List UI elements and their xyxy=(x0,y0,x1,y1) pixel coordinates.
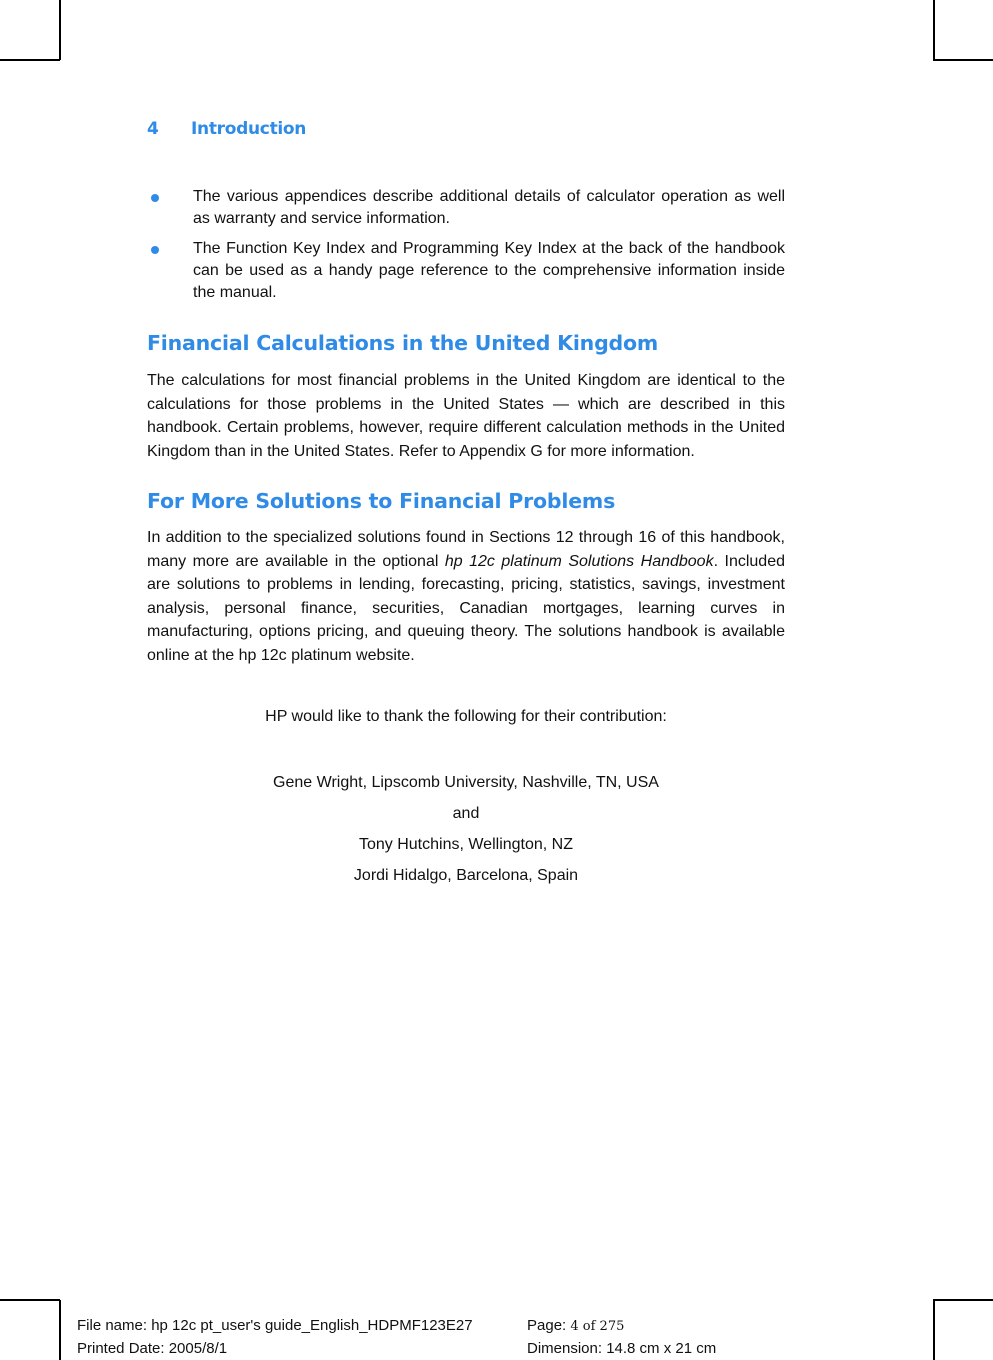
bullet-text: The various appendices describe additional details of calculator operation as well as warranty and service information. xyxy=(193,188,785,227)
footer-file-name: File name: hp 12c pt_user's guide_English_HDPMF123E27 xyxy=(77,1317,473,1334)
crop-mark-top-right-v xyxy=(933,0,935,60)
section-heading-more-solutions: For More Solutions to Financial Problems xyxy=(147,489,616,513)
chapter-title: Introduction xyxy=(191,119,307,139)
crop-mark-bottom-left-v xyxy=(59,1300,61,1360)
print-footer xyxy=(77,1314,797,1360)
bullet-icon xyxy=(151,246,159,254)
section-body-more-solutions xyxy=(147,526,785,667)
section-body-uk: The calculations for most financial problems in the United Kingdom are identical to the calculations for those problems in the United States — which are described in this handbook. Certain problems, however, require different calculation methods in the United Kingdom than in the United States. Refer to Appendix G for more information. xyxy=(147,372,785,460)
credits-list xyxy=(147,767,785,891)
running-head xyxy=(147,119,306,139)
footer-page-label: Page: xyxy=(527,1317,571,1334)
page-content xyxy=(147,186,785,891)
credit-line: and xyxy=(452,804,480,822)
bullet-list xyxy=(147,186,785,304)
crop-mark-top-left-v xyxy=(59,0,61,60)
crop-mark-top-right-h xyxy=(933,59,993,61)
bullet-text: The Function Key Index and Programming Key Index at the back of the handbook can be used as a handy page reference to the comprehensive information inside the manual. xyxy=(193,240,785,301)
footer-page xyxy=(527,1314,624,1338)
handbook-title: hp 12c platinum Solutions Handbook xyxy=(444,552,714,570)
footer-page-value: 4 of 275 xyxy=(570,1319,625,1334)
footer-printed-date: Printed Date: 2005/8/1 xyxy=(77,1340,228,1357)
credit-line: Tony Hutchins, Wellington, NZ xyxy=(358,835,573,853)
body-text-start: In addition to the specialized solutions found in Sections 12 through 16 of this handbook, many more are available in the optional xyxy=(147,529,785,570)
bullet-icon xyxy=(151,194,159,202)
body-text-end: . Included are solutions to problems in lending, forecasting, pricing, statistics, savings, investment analysis, personal finance, securities, Canadian mortgages, learning curves in manufacturing, options pricing, and queuing theory. The solutions handbook is available online at the hp 12c platinum website. xyxy=(147,552,785,664)
page-number: 4 xyxy=(147,119,159,139)
section-heading-uk: Financial Calculations in the United Kingdom xyxy=(147,331,659,355)
list-item xyxy=(147,186,785,230)
thanks-line: HP would like to thank the following for their contribution: xyxy=(265,708,667,725)
crop-mark-bottom-right-h xyxy=(933,1299,993,1301)
crop-mark-bottom-left-h xyxy=(0,1299,60,1301)
crop-mark-top-left-h xyxy=(0,59,60,61)
footer-dimension: Dimension: 14.8 cm x 21 cm xyxy=(527,1340,717,1357)
credit-line: Gene Wright, Lipscomb University, Nashville, TN, USA xyxy=(273,773,659,791)
crop-mark-bottom-right-v xyxy=(933,1300,935,1360)
credit-line: Jordi Hidalgo, Barcelona, Spain xyxy=(353,866,579,884)
list-item xyxy=(147,238,785,304)
